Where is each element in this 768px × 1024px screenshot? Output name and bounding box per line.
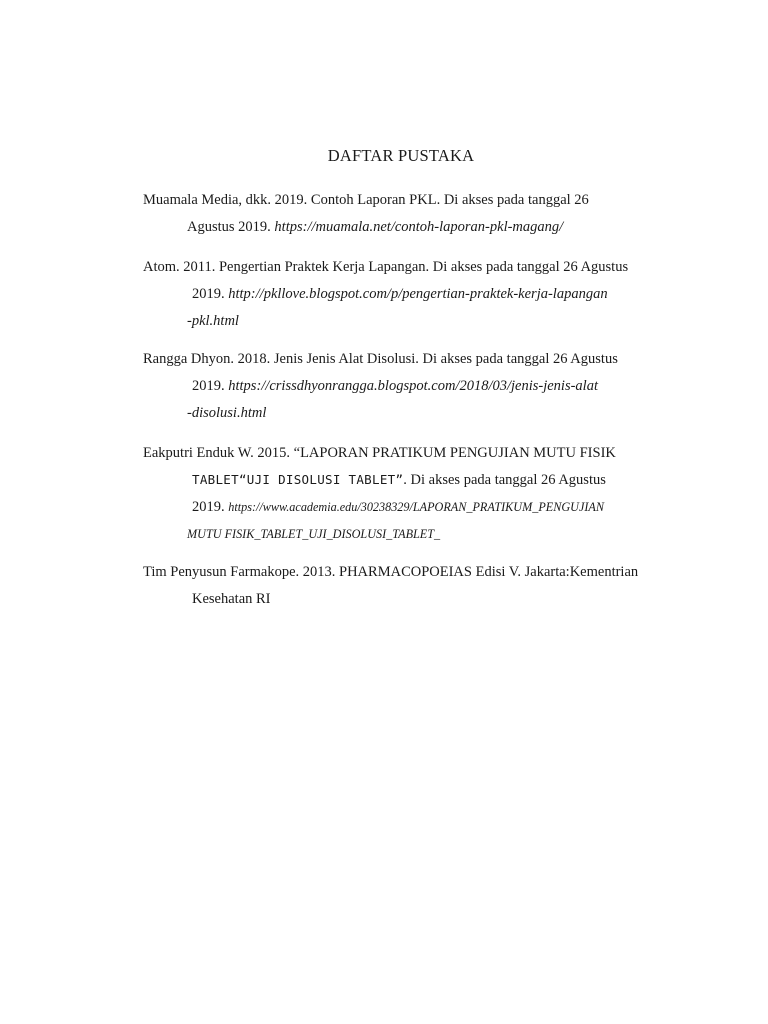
reference-2-url-continuation[interactable]: -pkl.html: [187, 313, 239, 329]
reference-2-date-text: 2019.: [192, 286, 229, 302]
reference-1-line-1: Muamala Media, dkk. 2019. Contoh Laporan PKL. Di akses pada tanggal 26: [143, 192, 589, 208]
page-title: DAFTAR PUSTAKA: [327, 146, 475, 165]
reference-3-url-continuation[interactable]: -disolusi.html: [187, 405, 267, 421]
reference-1-url[interactable]: https://muamala.net/contoh-laporan-pkl-magang/: [274, 219, 564, 235]
reference-2-line-2: [192, 285, 608, 303]
reference-5-line-2: Kesehatan RI: [192, 591, 271, 607]
reference-1-date-text: Agustus 2019.: [187, 219, 275, 235]
reference-4-line-3: [192, 498, 604, 516]
reference-3-line-2: [192, 377, 598, 395]
reference-3-line-1: Rangga Dhyon. 2018. Jenis Jenis Alat Disolusi. Di akses pada tanggal 26 Agustus: [143, 351, 618, 367]
reference-4-line-2: [192, 471, 606, 489]
reference-2-url[interactable]: http://pkllove.blogspot.com/p/pengertian-praktek-kerja-lapangan: [228, 286, 608, 302]
reference-4-url[interactable]: https://www.academia.edu/30238329/LAPORAN_PRATIKUM_PENGUJIAN: [228, 500, 604, 514]
reference-3-url[interactable]: https://crissdhyonrangga.blogspot.com/2018/03/jenis-jenis-alat: [228, 378, 598, 394]
reference-5-line-1: Tim Penyusun Farmakope. 2013. PHARMACOPOEIAS Edisi V. Jakarta:Kementrian: [143, 564, 639, 580]
reference-4-line-1: Eakputri Enduk W. 2015. “LAPORAN PRATIKUM PENGUJIAN MUTU FISIK: [143, 445, 616, 461]
reference-2-line-1: Atom. 2011. Pengertian Praktek Kerja Lapangan. Di akses pada tanggal 26 Agustus: [143, 259, 629, 275]
reference-4-access-text: . Di akses pada tanggal 26 Agustus: [403, 472, 606, 488]
reference-4-title-quote: TABLET“UJI DISOLUSI TABLET”: [192, 472, 404, 487]
reference-4-url-continuation[interactable]: MUTU FISIK_TABLET_UJI_DISOLUSI_TABLET_: [187, 527, 441, 541]
reference-4-date-text: 2019.: [192, 499, 229, 515]
reference-1-line-2: [187, 218, 563, 236]
reference-3-date-text: 2019.: [192, 378, 229, 394]
